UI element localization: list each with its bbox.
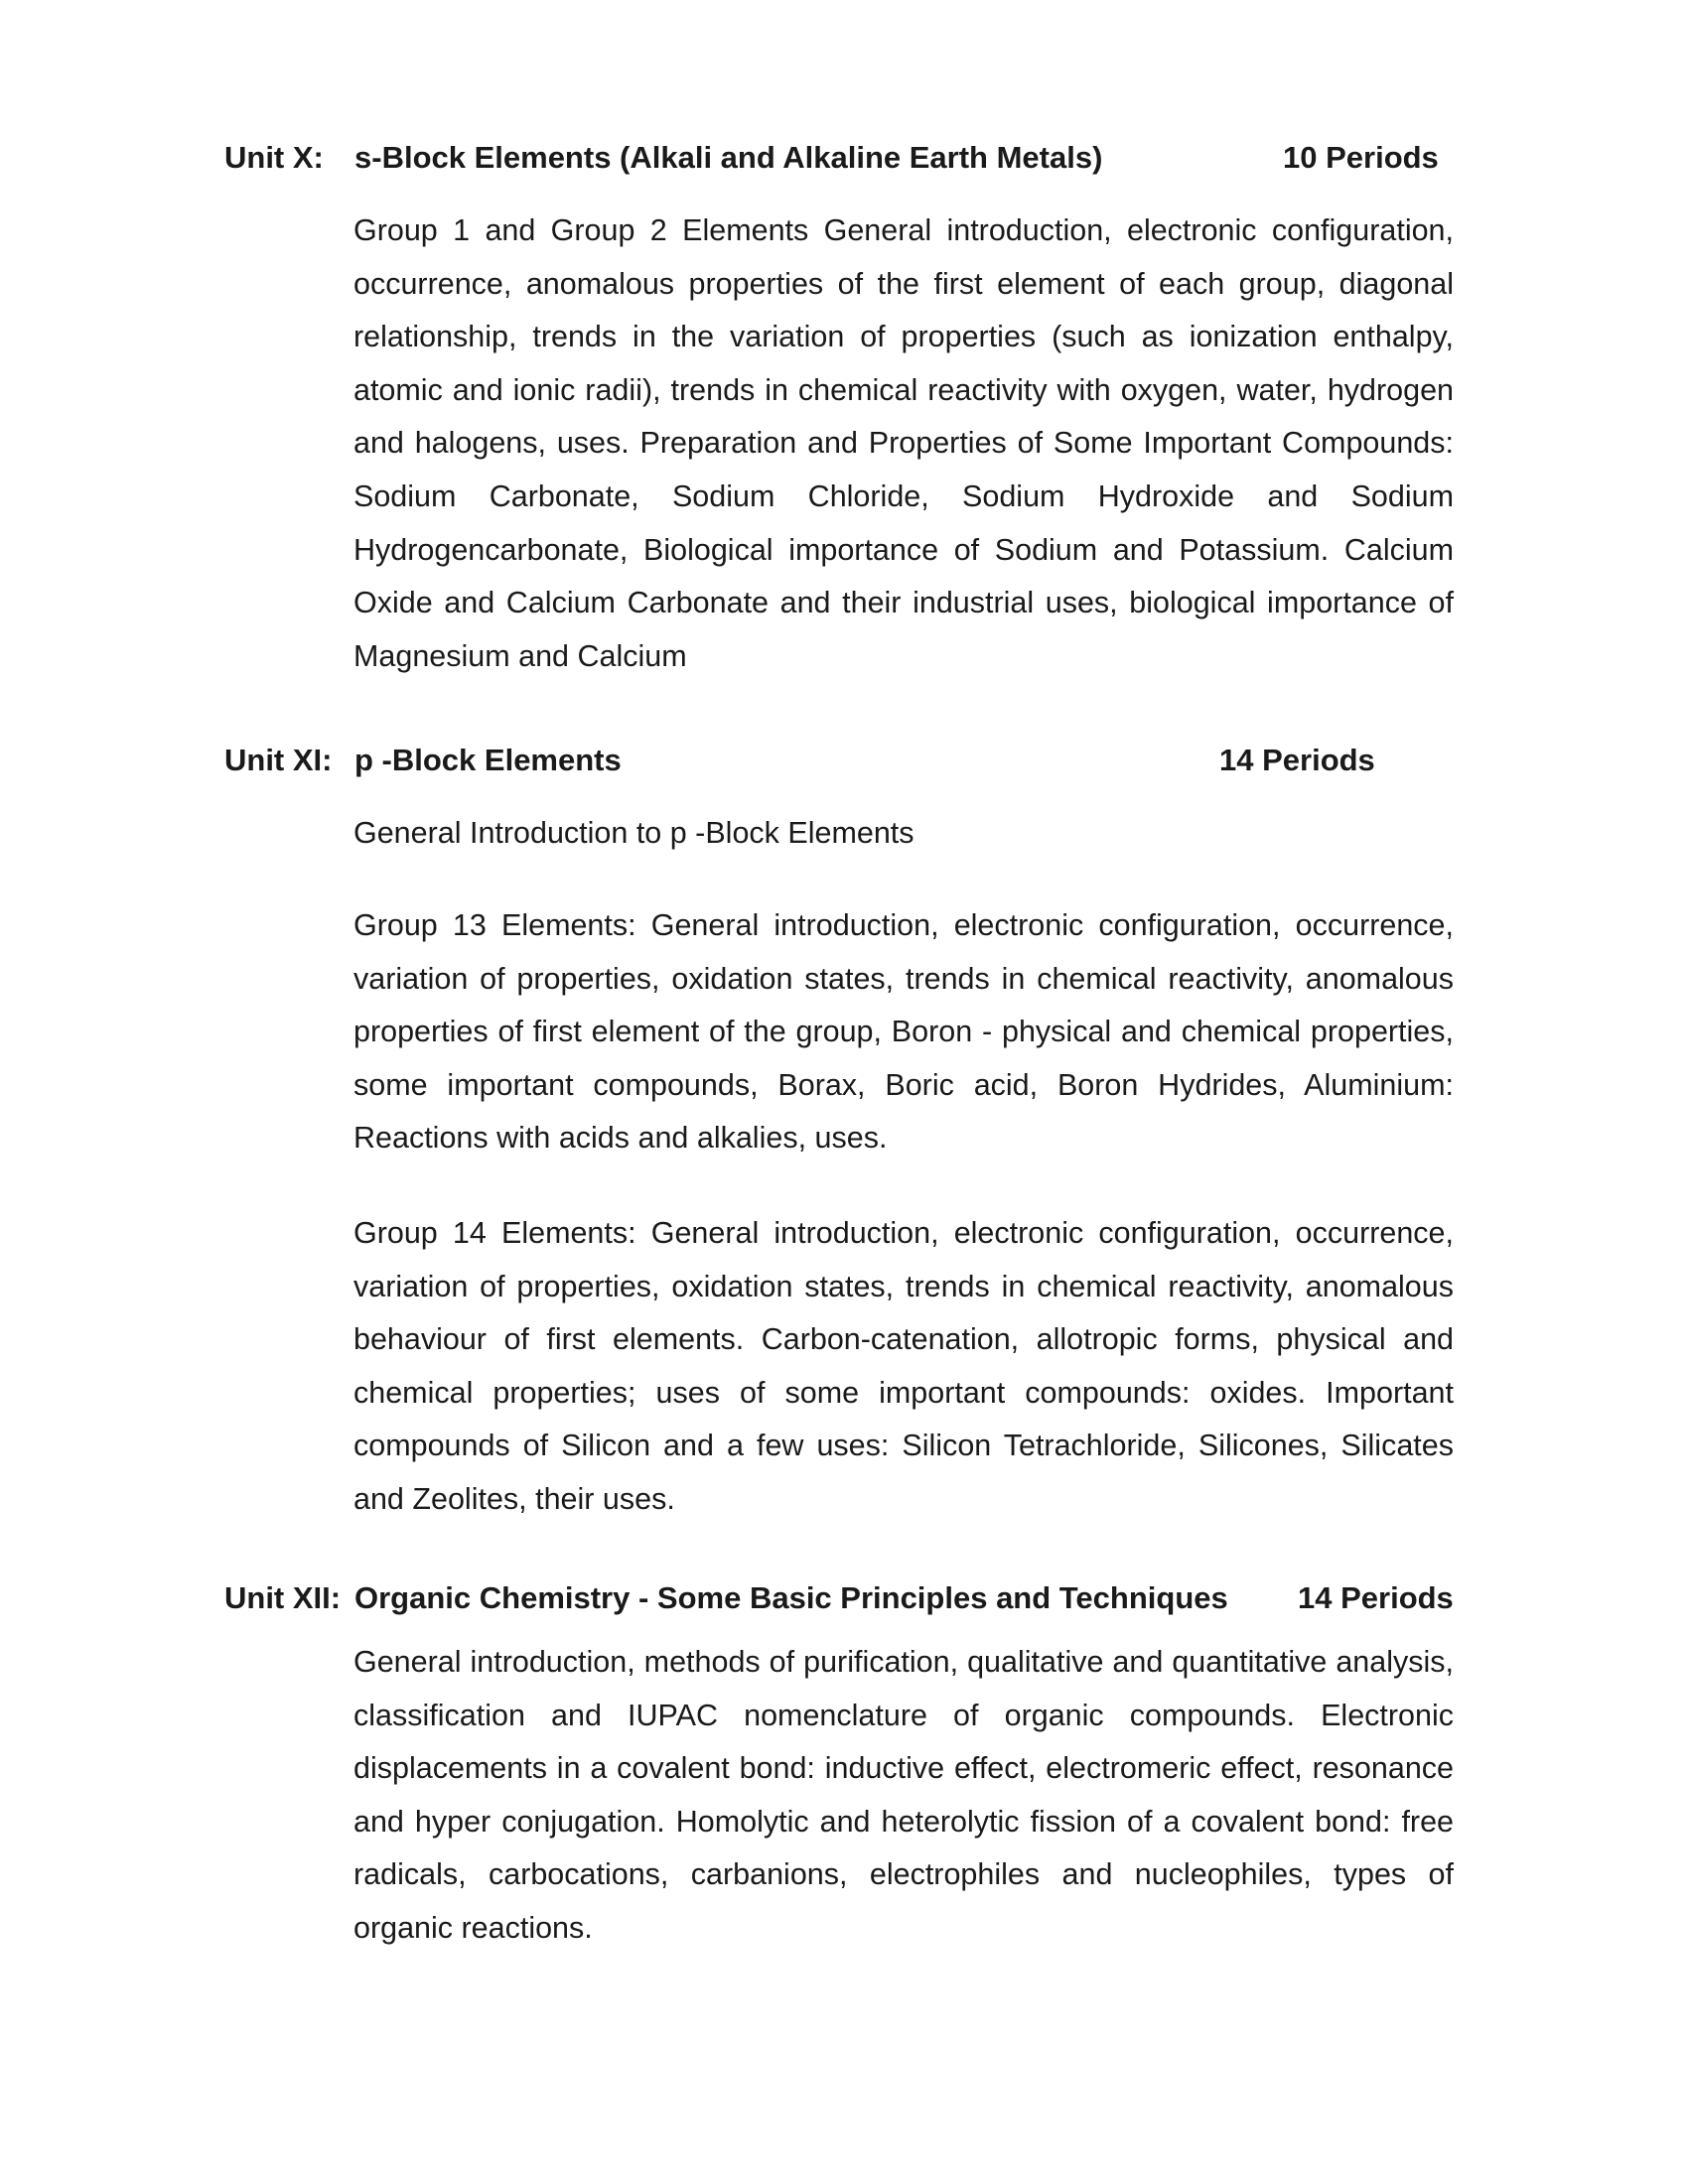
unit-title: p -Block Elements bbox=[354, 743, 622, 777]
unit-label: Unit X: bbox=[224, 140, 324, 175]
unit-title: s-Block Elements (Alkali and Alkaline Earth Metals) bbox=[354, 140, 1103, 175]
unit-xi-group14-paragraph: Group 14 Elements: General introduction, electronic configuration, occurrence, variation of properties, oxidation states, trends in chemical reactivity, anomalous behaviour of first elements. Carbon-catenation, allotropic forms, physical and chemical properties; uses of some important compounds: oxides. Important compounds of Silicon and a few uses: Silicon Tetrachloride, Silicones, Silicates and Zeolites, their uses. bbox=[353, 1216, 1454, 1516]
unit-label: Unit XII: bbox=[224, 1580, 342, 1615]
unit-xi-section bbox=[0, 739, 1688, 782]
unit-heading bbox=[0, 1576, 1688, 1620]
unit-periods: 14 Periods bbox=[1219, 743, 1375, 777]
unit-x-section bbox=[0, 136, 1688, 180]
unit-x-paragraph: Group 1 and Group 2 Elements General introduction, electronic configuration, occurrence, anomalous properties of the first element of each group, diagonal relationship, trends in the variation of properties (such as ionization enthalpy, atomic and ionic radii), trends in chemical reactivity with oxygen, water, hydrogen and halogens, uses. Preparation and Properties of Some Important Compounds: Sodium Carbonate, Sodium Chloride, Sodium Hydroxide and Sodium Hydrogencarbonate, Biological importance of Sodium and Potassium. Calcium Oxide and Calcium Carbonate and their industrial uses, biological importance of Magnesium and Calcium bbox=[353, 213, 1454, 673]
unit-title: Organic Chemistry - Some Basic Principles and Techniques bbox=[354, 1580, 1228, 1615]
unit-periods: 10 Periods bbox=[1283, 140, 1439, 175]
unit-xii-section bbox=[0, 1576, 1688, 1620]
unit-xi-group13-paragraph: Group 13 Elements: General introduction, electronic configuration, occurrence, variation of properties, oxidation states, trends in chemical reactivity, anomalous properties of first element of the group, Boron - physical and chemical properties, some important compounds, Borax, Boric acid, Boron Hydrides, Aluminium: Reactions with acids and alkalies, uses. bbox=[353, 908, 1454, 1156]
unit-periods: 14 Periods bbox=[1298, 1580, 1454, 1615]
unit-heading bbox=[0, 739, 1688, 782]
unit-label: Unit XI: bbox=[224, 743, 333, 777]
unit-xii-paragraph: General introduction, methods of purification, qualitative and quantitative analysis, classification and IUPAC nomenclature of organic compounds. Electronic displacements in a covalent bond: inductive effect, electromeric effect, resonance and hyper conjugation. Homolytic and heterolytic fission of a covalent bond: free radicals, carbocations, carbanions, electrophiles and nucleophiles, types of organic reactions. bbox=[353, 1645, 1454, 1945]
unit-heading bbox=[0, 136, 1688, 180]
unit-xi-intro-paragraph: General Introduction to p -Block Elements bbox=[353, 816, 914, 850]
